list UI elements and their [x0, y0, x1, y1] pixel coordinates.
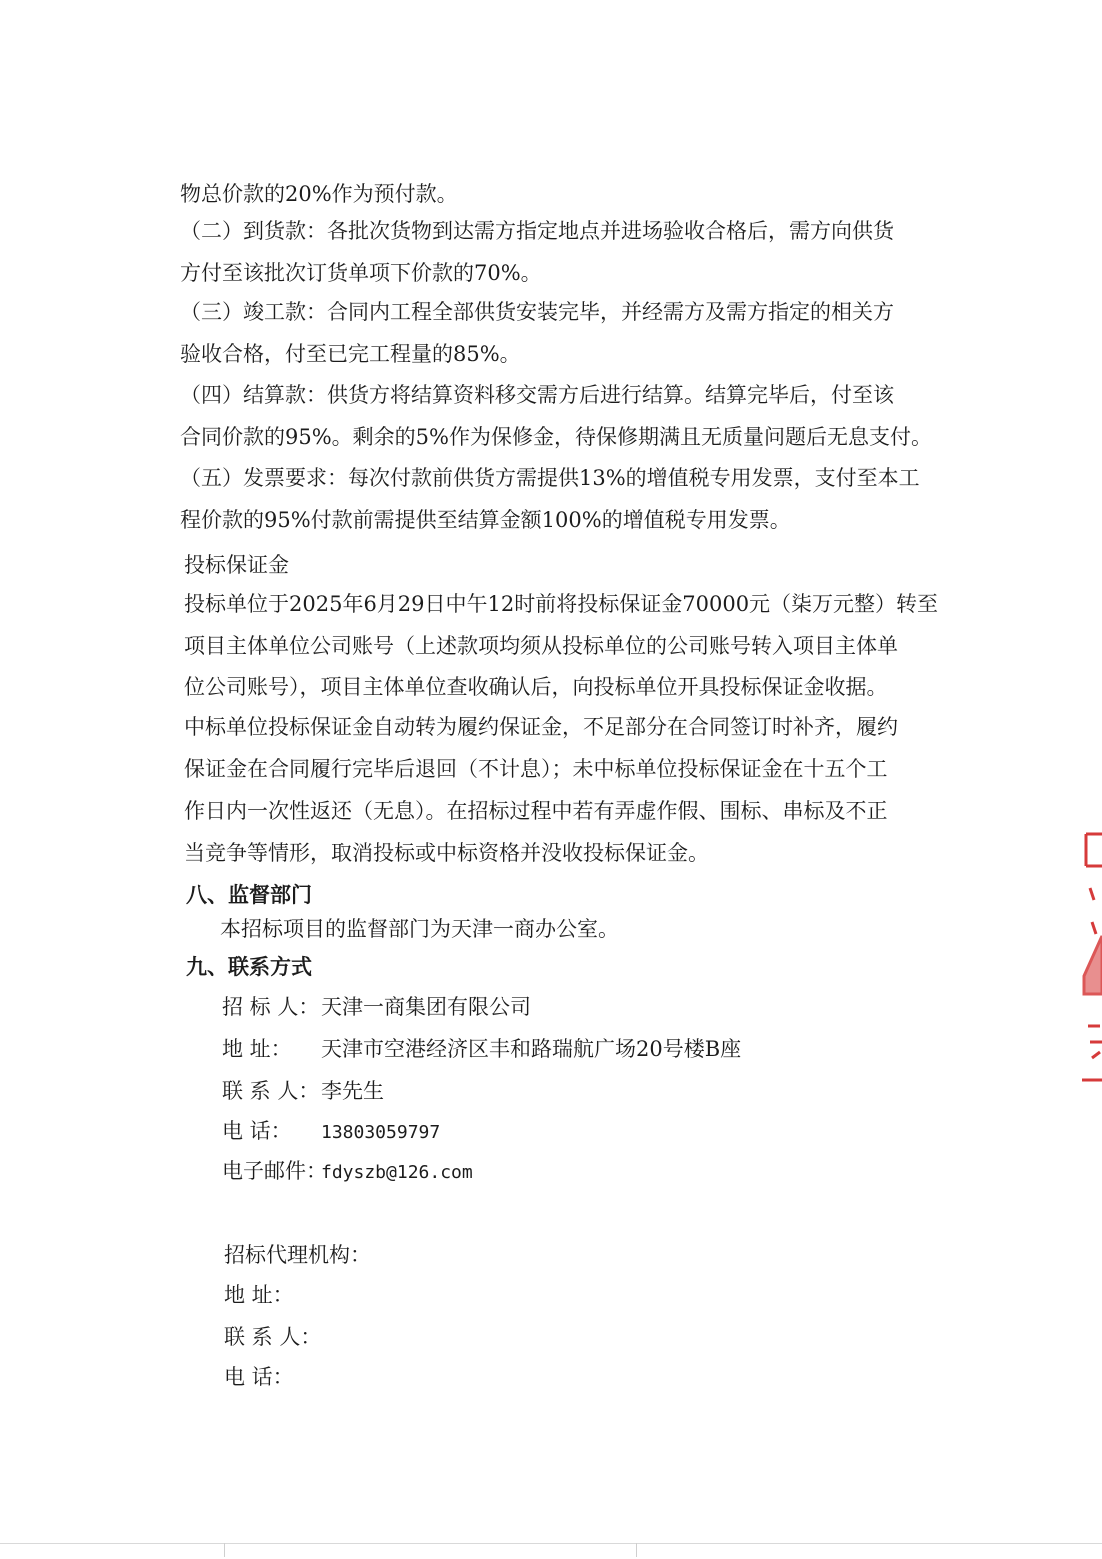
agency-phone-label: 电 话： — [224, 1365, 294, 1389]
payment-line-5: 验收合格，付至已完工程量的85%。 — [180, 342, 521, 366]
payment-line-6: （四）结算款：供货方将结算资料移交需方后进行结算。结算完毕后，付至该 — [180, 383, 894, 407]
payment-line-8: （五）发票要求：每次付款前供货方需提供13%的增值税专用发票，支付至本工 — [180, 466, 920, 490]
deposit-line-6: 作日内一次性返还（无息）。在招标过程中若有弄虚作假、围标、串标及不正 — [184, 799, 888, 823]
address-label: 地 址： — [222, 1037, 292, 1061]
scan-tick — [224, 1543, 225, 1557]
scan-tick — [636, 1543, 637, 1557]
deposit-line-7: 当竞争等情形，取消投标或中标资格并没收投标保证金。 — [184, 841, 709, 865]
agency-heading: 招标代理机构： — [224, 1243, 371, 1267]
contact-person-row — [222, 1077, 384, 1105]
supervision-heading: 八、监督部门 — [186, 882, 312, 907]
address-value: 天津市空港经济区丰和路瑞航广场20号楼B座 — [321, 1037, 742, 1061]
supervision-text: 本招标项目的监督部门为天津一商办公室。 — [220, 917, 619, 941]
email-value: fdyszb@126.com — [321, 1162, 473, 1183]
contact-email-row — [222, 1157, 473, 1187]
deposit-line-2: 项目主体单位公司账号（上述款项均须从投标单位的公司账号转入项目主体单 — [184, 634, 898, 658]
contact-tenderer-row — [222, 993, 531, 1021]
payment-line-4: （三）竣工款：合同内工程全部供货安装完毕，并经需方及需方指定的相关方 — [180, 300, 894, 324]
payment-line-7: 合同价款的95%。剩余的5%作为保修金，待保修期满且无质量问题后无息支付。 — [180, 425, 932, 449]
person-label: 联 系 人： — [222, 1079, 320, 1103]
email-label: 电子邮件： — [222, 1159, 327, 1183]
deposit-line-1: 投标单位于2025年6月29日中午12时前将投标保证金70000元（柒万元整）转至 — [184, 592, 939, 616]
scan-edge-line — [0, 1543, 1102, 1544]
phone-value: 13803059797 — [321, 1122, 441, 1143]
deposit-line-3: 位公司账号），项目主体单位查收确认后，向投标单位开具投标保证金收据。 — [184, 675, 888, 699]
contact-heading: 九、联系方式 — [186, 954, 312, 979]
payment-line-9: 程价款的95%付款前需提供至结算金额100%的增值税专用发票。 — [180, 508, 791, 532]
tenderer-label: 招 标 人： — [222, 995, 320, 1019]
deposit-line-4: 中标单位投标保证金自动转为履约保证金，不足部分在合同签订时补齐，履约 — [184, 715, 898, 739]
payment-line-1: 物总价款的20%作为预付款。 — [180, 182, 458, 206]
seal-mark — [1082, 834, 1102, 1080]
contact-address-row — [222, 1035, 741, 1063]
payment-line-2: （二）到货款：各批次货物到达需方指定地点并进场验收合格后，需方向供货 — [180, 219, 894, 243]
contact-phone-row — [222, 1117, 440, 1147]
agency-person-label: 联 系 人： — [224, 1325, 322, 1349]
phone-label: 电 话： — [222, 1119, 292, 1143]
deposit-line-5: 保证金在合同履行完毕后退回（不计息）；未中标单位投标保证金在十五个工 — [184, 757, 888, 781]
agency-address-label: 地 址： — [224, 1283, 294, 1307]
person-value: 李先生 — [321, 1079, 384, 1103]
tenderer-value: 天津一商集团有限公司 — [321, 995, 531, 1019]
deposit-heading: 投标保证金 — [184, 553, 289, 577]
payment-line-3: 方付至该批次订货单项下价款的70%。 — [180, 261, 542, 285]
partial-seal-stamp — [1080, 826, 1102, 1088]
